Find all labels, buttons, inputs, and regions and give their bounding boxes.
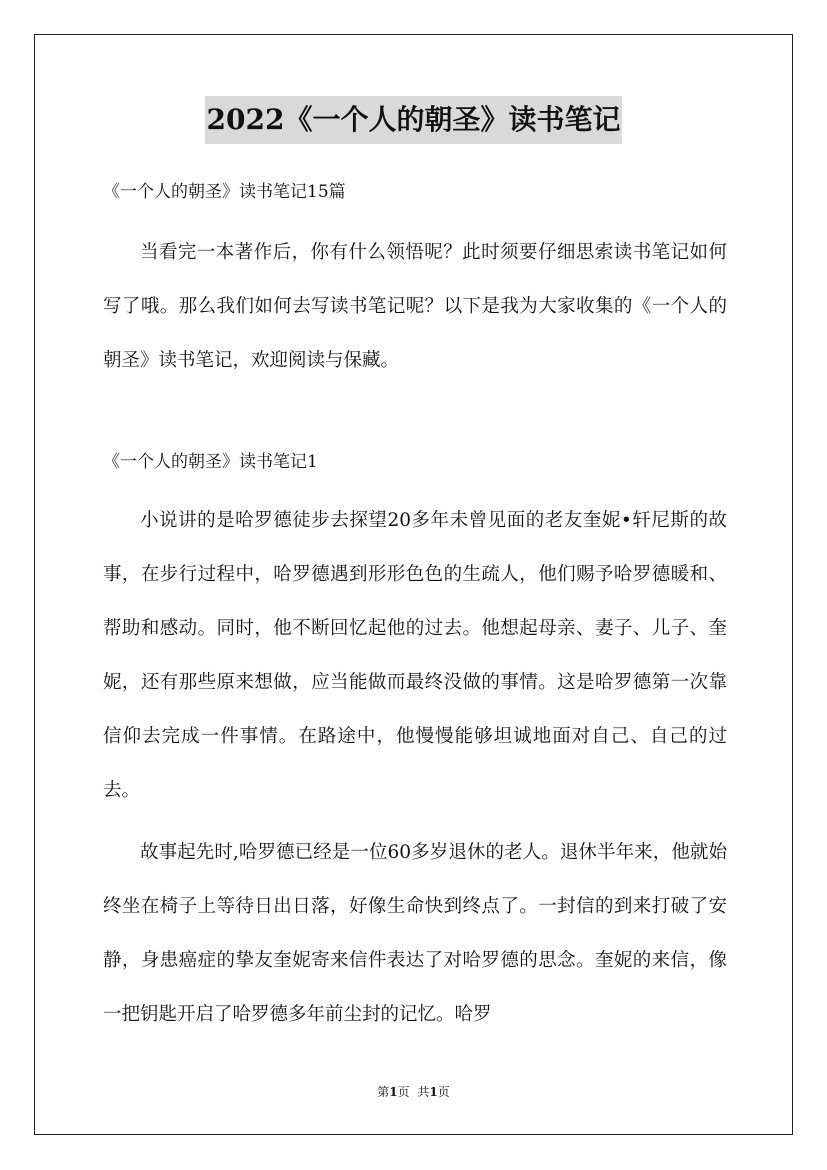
spacer	[103, 214, 727, 226]
total-pages: 1	[429, 1085, 438, 1099]
page-number: 1	[389, 1085, 398, 1099]
intro-paragraph: 当看完一本著作后，你有什么领悟呢？此时须要仔细思索读书笔记如何写了哦。那么我们如何去写读书笔记呢？以下是我为大家收集的《一个人的朝圣》读书笔记，欢迎阅读与保藏。	[103, 242, 727, 371]
total-suffix: 页	[437, 1085, 450, 1099]
page-suffix: 页	[397, 1085, 410, 1099]
body-paragraph: 故事起先时,哈罗德已经是一位60多岁退休的老人。退休半年来，他就始终坐在椅子上等待日出日落，好像生命快到终点了。一封信的到来打破了安静，身患癌症的挚友奎妮寄来信件表达了对哈罗德的思念。奎妮的来信，像一把钥匙开启了哈罗德多年前尘封的记忆。哈罗	[103, 842, 727, 1025]
section-heading: 《一个人的朝圣》读书笔记1	[103, 452, 318, 472]
title-container	[0, 96, 827, 144]
page-footer	[0, 1083, 827, 1101]
spacer	[103, 388, 727, 440]
document-body	[103, 170, 727, 1042]
spacer	[103, 484, 727, 494]
page-prefix: 第	[377, 1085, 390, 1099]
intro-heading: 《一个人的朝圣》读书笔记15篇	[103, 182, 346, 202]
document-title: 2022《一个人的朝圣》读书笔记	[205, 96, 623, 144]
spacer	[103, 818, 727, 826]
body-paragraph: 小说讲的是哈罗德徒步去探望20多年未曾见面的老友奎妮•轩尼斯的故事，在步行过程中，哈罗德遇到形形色色的生疏人，他们赐予哈罗德暖和、帮助和感动。同时，他不断回忆起他的过去。他想起母亲、妻子、儿子、奎妮，还有那些原来想做，应当能做而最终没做的事情。这是哈罗德第一次靠信仰去完成一件事情。在路途中，他慢慢能够坦诚地面对自己、自己的过去。	[103, 510, 727, 801]
total-prefix: 共	[417, 1085, 430, 1099]
